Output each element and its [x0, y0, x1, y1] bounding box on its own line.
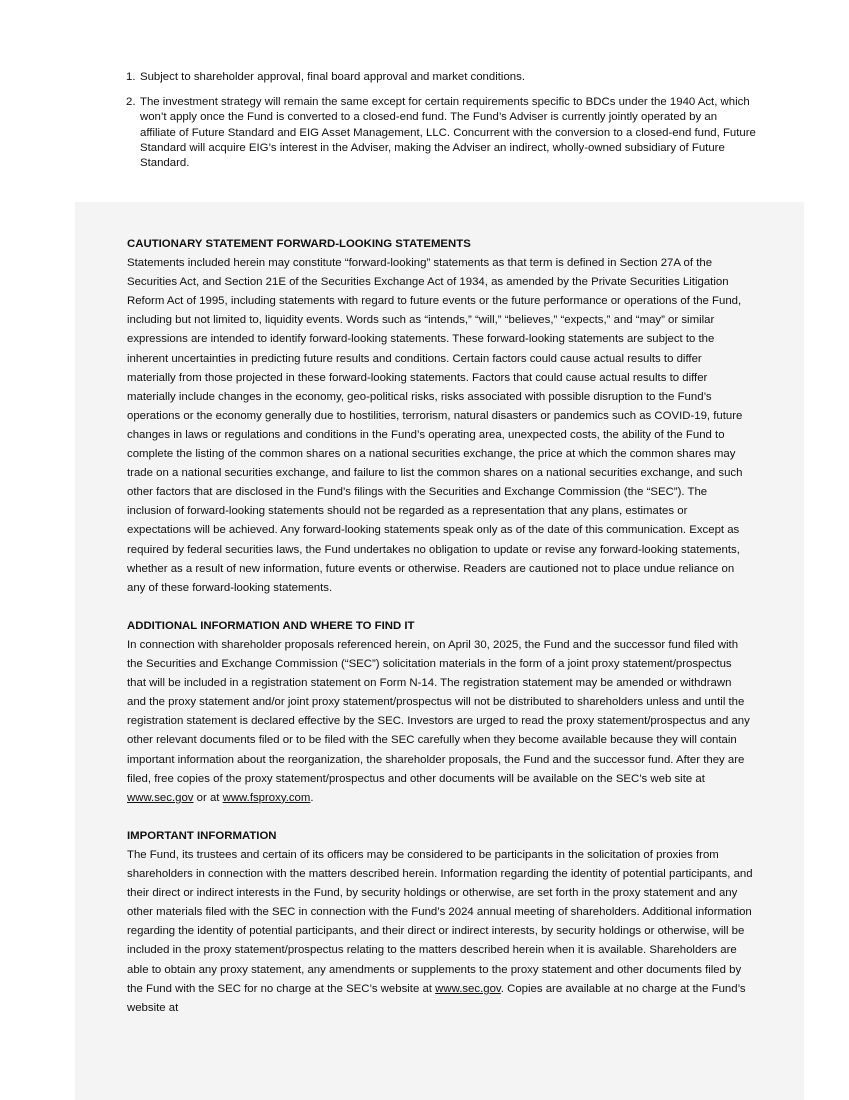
disclosure-panel — [75, 202, 804, 1100]
fsproxy-link[interactable]: www.fsproxy.com — [222, 791, 311, 804]
additional-info-connector: or at — [193, 791, 223, 804]
footnote-number: 1. — [126, 71, 136, 83]
footnote-number: 2. — [126, 96, 136, 109]
important-info-body — [127, 846, 753, 1018]
additional-info-heading: ADDITIONAL INFORMATION AND WHERE TO FIND IT — [127, 619, 415, 632]
footnote-text: The investment strategy will remain the same except for certain requirements specific to BDCs under the 1940 Act, which won’t apply once the Fund is converted to a closed-end fund. The Fund’s Adviser is currently jointly operated by an affiliate of Future Standard and EIG Asset Management, LLC. Concurrent with the conversion to a closed-end fund, Future Standard will acquire EIG’s interest in the Adviser, making the Adviser an indirect, wholly-owned subsidiary of Future Standard. — [140, 96, 756, 170]
disclosure-content — [127, 235, 753, 1037]
important-info-heading: IMPORTANT INFORMATION — [127, 829, 277, 842]
cautionary-heading: CAUTIONARY STATEMENT FORWARD-LOOKING STATEMENTS — [127, 238, 471, 250]
footnote-item — [126, 70, 756, 85]
important-info-text: The Fund, its trustees and certain of its officers may be considered to be participants in the solicitation of proxies from shareholders in connection with the matters described herein. Information regarding the identity of potential participants, and their direct or indirect interests in the Fund, by security holdings or otherwise, are set forth in the proxy statement and any other materials filed with the SEC in connection with the Fund’s 2024 annual meeting of shareholders. Additional information regarding the identity of potential participants, and their direct or indirect interests, by security holdings or otherwise, will be included in the proxy statement/prospectus relating to the matters described herein when it is available. Shareholders are able to obtain any proxy statement, any amendments or supplements to the proxy statement and other documents filed by the Fund with the SEC for no charge at the SEC’s website at — [127, 849, 753, 995]
important-info-section — [127, 827, 753, 1018]
additional-info-section — [127, 617, 753, 808]
sec-gov-link[interactable]: www.sec.gov — [127, 791, 194, 804]
additional-info-end: . — [310, 791, 314, 804]
footnotes-list — [126, 70, 756, 181]
footnote-item — [126, 95, 756, 171]
cautionary-body: Statements included herein may constitute “forward-looking” statements as that term is defined in Section 27A of the Securities Act, and Section 21E of the Securities Exchange Act of 1934, as amended by the Private Securities Litigation Reform Act of 1995, including statements with regard to future events or the future performance or operations of the Fund, including but not limited to, liquidity events. Words such as “intends,” “will,” “believes,” “expects,” and “may” or similar expressions are intended to identify forward-looking statements. These forward-looking statements are subject to the inherent uncertainties in predicting future results and conditions. Certain factors could cause actual results to differ materially from those projected in these forward-looking statements. Factors that could cause actual results to differ materially include changes in the economy, geo-political risks, risks associated with possible disruption to the Fund’s operations or the economy generally due to hostilities, terrorism, natural disasters or pandemics such as COVID-19, future changes in laws or regulations and conditions in the Fund’s operating area, unexpected costs, the ability of the Fund to complete the listing of the common shares on a national securities exchange, the price at which the common shares may trade on a national securities exchange, and failure to list the common shares on a national securities exchange, and such other factors that are disclosed in the Fund’s filings with the Securities and Exchange Commission (the “SEC”). The inclusion of forward-looking statements should not be regarded as a representation that any plans, estimates or expectations will be achieved. Any forward-looking statements speak only as of the date of this communication. Except as required by federal securities laws, the Fund undertakes no obligation to update or revise any forward-looking statements, whether as a result of new information, future events or otherwise. Readers are cautioned not to place undue reliance on any of these forward-looking statements. — [127, 257, 743, 594]
additional-info-body — [127, 636, 753, 808]
sec-gov-link[interactable]: www.sec.gov — [435, 982, 501, 995]
footnote-text: Subject to shareholder approval, final board approval and market conditions. — [140, 71, 525, 83]
important-info-text-after: . Copies are available at no charge at the Fund’s website at — [127, 982, 746, 1014]
additional-info-text: In connection with shareholder proposals referenced herein, on April 30, 2025, the Fund and the successor fund filed with the Securities and Exchange Commission (“SEC”) solicitation materials in the form of a joint proxy statement/prospectus that will be included in a registration statement on Form N-14. The registration statement may be amended or withdrawn and the proxy statement and/or joint proxy statement/prospectus will not be distributed to shareholders unless and until the registration statement is declared effective by the SEC. Investors are urged to read the proxy statement/prospectus and any other relevant documents filed or to be filed with the SEC carefully when they become available because they will contain important information about the reorganization, the shareholder proposals, the Fund and the successor fund. After they are filed, free copies of the proxy statement/prospectus and other documents will be available on the SEC’s web site at — [127, 638, 750, 785]
cautionary-section — [127, 235, 753, 598]
